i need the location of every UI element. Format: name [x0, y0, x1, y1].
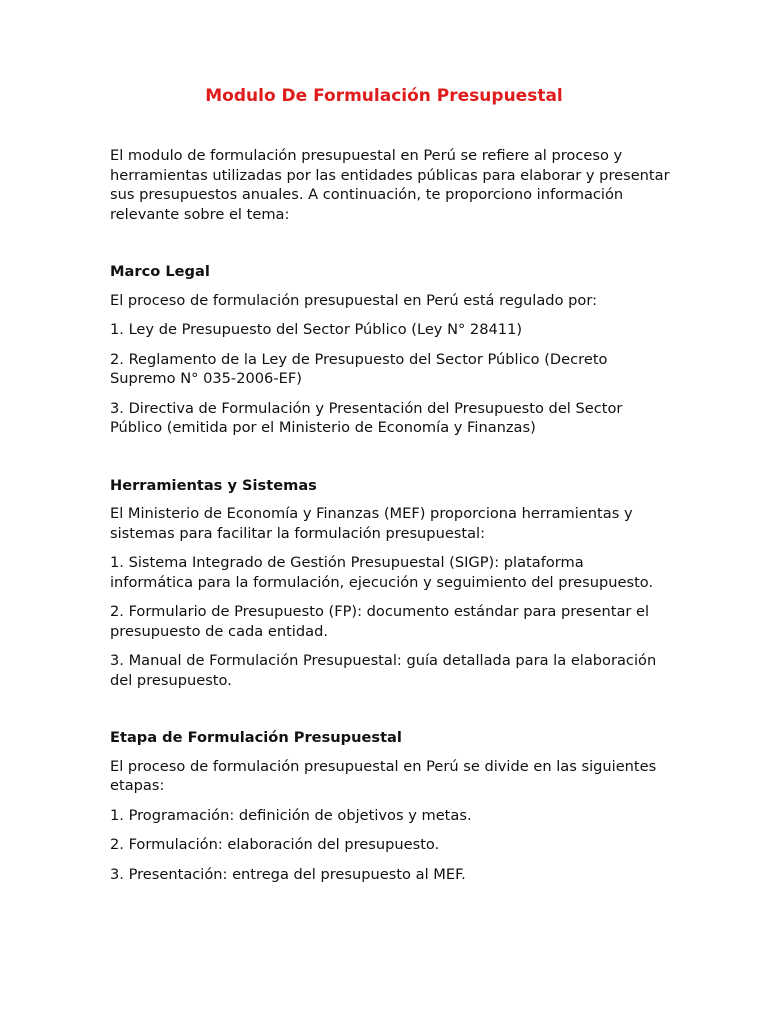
section-heading: Marco Legal	[110, 263, 210, 280]
list-item: 3. Manual de Formulación Presupuestal: guía detallada para la elaboración del presupuesto.	[110, 652, 657, 689]
intro-paragraph: El modulo de formulación presupuestal en Perú se refiere al proceso y herramientas utilizadas por las entidades públicas para elaborar y presentar sus presupuestos anuales. A continuación, te proporciono información relevante sobre el tema:	[110, 147, 670, 223]
section-intro: El proceso de formulación presupuestal en Perú está regulado por:	[110, 291, 597, 309]
section-herramientas-y-sistemas	[110, 476, 670, 691]
page-title: Modulo De Formulación Presupuestal	[205, 86, 563, 106]
section-heading: Herramientas y Sistemas	[110, 476, 317, 494]
section-etapa-de-formulacion	[110, 728, 670, 884]
section-marco-legal	[110, 262, 670, 438]
list-item: 3. Presentación: entrega del presupuesto al MEF.	[110, 865, 466, 883]
section-heading: Etapa de Formulación Presupuestal	[110, 729, 402, 746]
list-item: 2. Formulario de Presupuesto (FP): documento estándar para presentar el presupuesto de cada entidad.	[110, 603, 650, 640]
document-body	[110, 146, 670, 884]
list-item: 3. Directiva de Formulación y Presentación del Presupuesto del Sector Público (emitida por el Ministerio de Economía y Finanzas)	[110, 399, 623, 436]
list-item: 2. Formulación: elaboración del presupuesto.	[110, 836, 440, 853]
section-intro: El proceso de formulación presupuestal en Perú se divide en las siguientes etapas:	[110, 757, 657, 794]
list-item: 1. Programación: definición de objetivos y metas.	[110, 806, 472, 824]
list-item: 2. Reglamento de la Ley de Presupuesto del Sector Público (Decreto Supremo N° 035-2006-EF)	[110, 350, 608, 387]
list-item: 1. Ley de Presupuesto del Sector Público (Ley N° 28411)	[110, 321, 523, 338]
list-item: 1. Sistema Integrado de Gestión Presupuestal (SIGP): plataforma informática para la formulación, ejecución y seguimiento del presupuesto.	[110, 554, 654, 591]
section-intro: El Ministerio de Economía y Finanzas (MEF) proporciona herramientas y sistemas para facilitar la formulación presupuestal:	[110, 505, 633, 542]
